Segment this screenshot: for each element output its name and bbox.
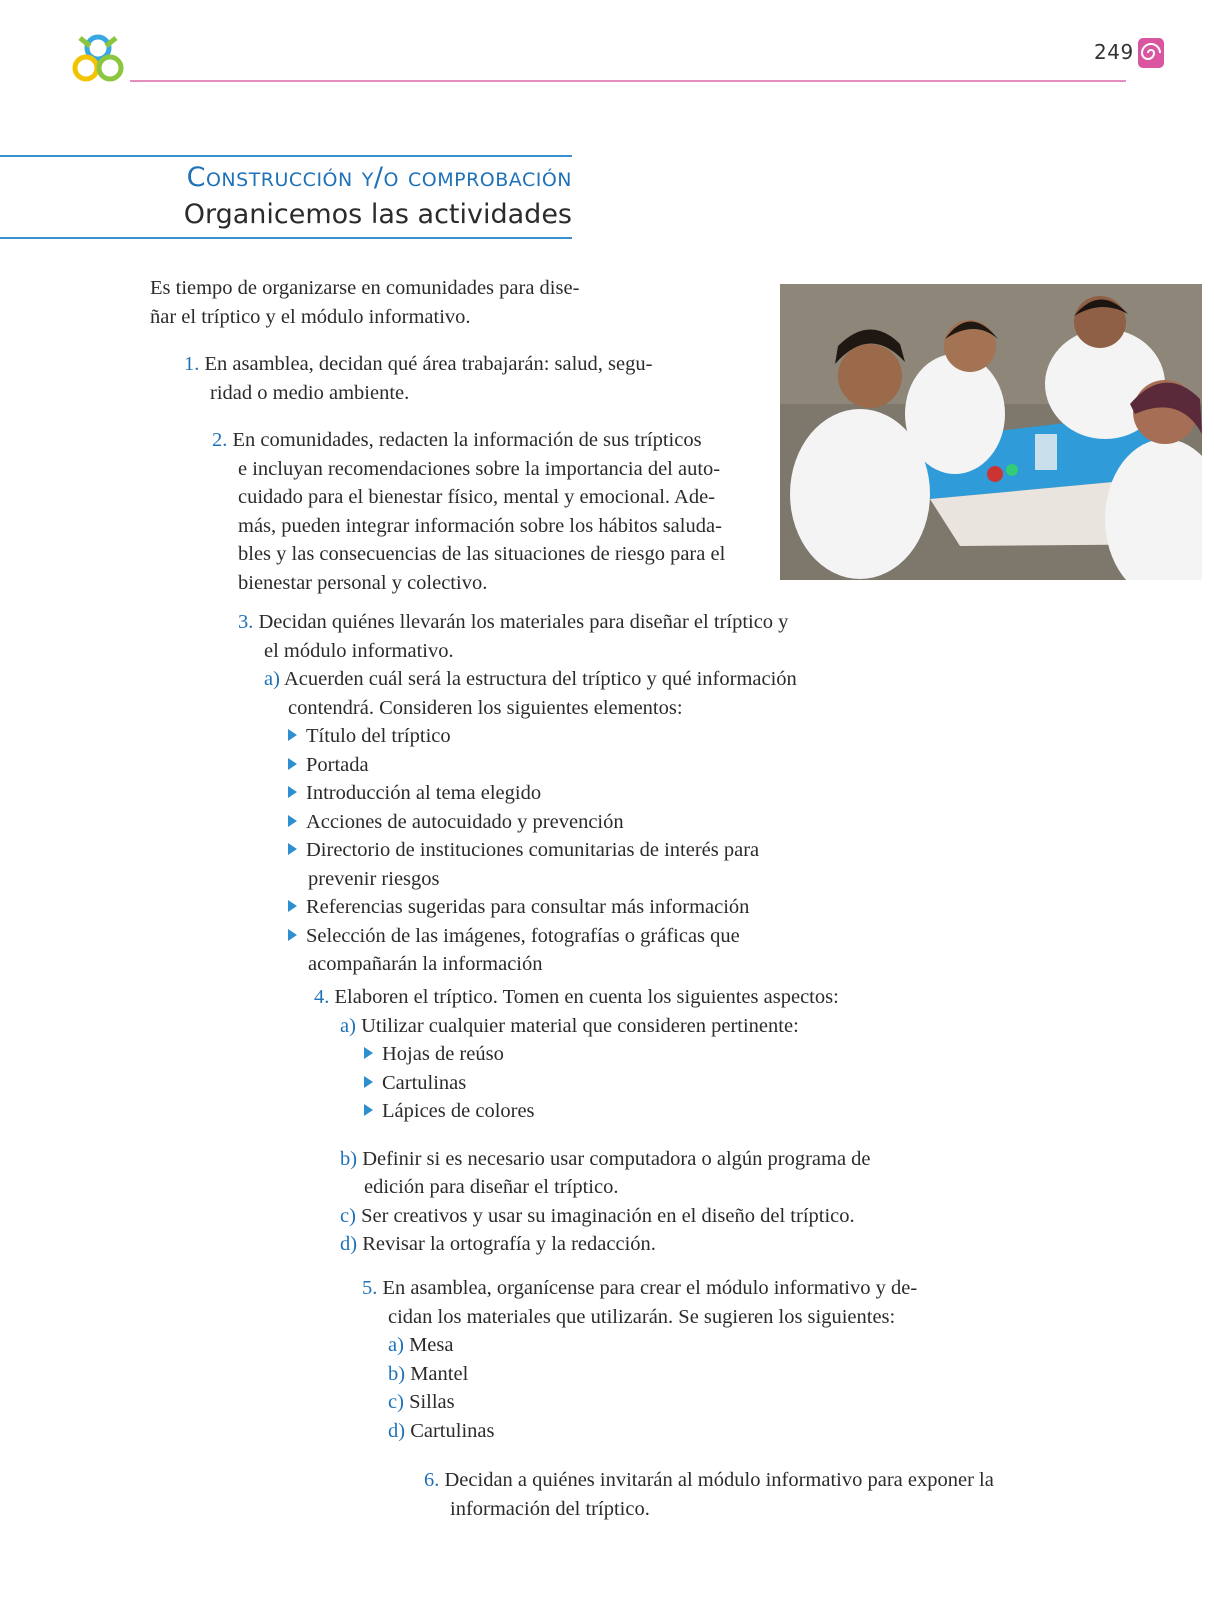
list-item-1 [184,350,652,407]
item-text: En asamblea, decidan qué área trabajarán: salud, segu- [204,353,653,375]
list-item-6 [424,1466,994,1523]
bullet-icon [364,1104,373,1116]
item-number: 4. [314,986,330,1008]
bullet-icon [288,900,297,912]
subitem-label: a) [388,1334,404,1356]
section-rule-top [0,155,572,157]
item-text: Decidan quiénes llevarán los materiales para diseñar el tríptico y [258,611,789,633]
bullet-text: prevenir riesgos [308,867,440,890]
bullet-icon [288,786,297,798]
list-item-2 [212,426,725,597]
item-text: En asamblea, organícense para crear el módulo informativo y de- [382,1277,918,1299]
subitem-label: d) [340,1233,358,1255]
bullet-icon [288,929,297,941]
item-number: 2. [212,429,228,451]
item-text: ridad o medio ambiente. [210,381,410,404]
bullet-text: Título del tríptico [306,725,451,747]
bullet-icon [288,815,297,827]
bullet-icon [288,843,297,855]
subitem-text: Definir si es necesario usar computadora o algún programa de [362,1147,871,1170]
interlinked-circles-logo [70,32,126,88]
item-number: 6. [424,1469,440,1491]
section-rule-bottom [0,237,572,239]
bullet-icon [364,1076,373,1088]
item-text: Decidan a quiénes invitarán al módulo informativo para exponer la [444,1469,994,1491]
bullet-text: Referencias sugeridas para consultar más información [306,896,750,918]
spiral-ornament-icon [1136,36,1166,70]
list-item-5 [362,1274,917,1445]
list-item-4 [314,983,871,1259]
subitem-text: Cartulinas [410,1419,495,1442]
students-working-photo [780,284,1202,580]
subitem-text: contendrá. Consideren los siguientes elementos: [288,696,683,719]
subitem-label: c) [388,1391,404,1413]
item-number: 3. [238,611,254,633]
subitem-text: Ser creativos y usar su imaginación en el diseño del tríptico. [361,1204,855,1227]
item-text: más, pueden integrar información sobre los hábitos saluda- [238,514,722,537]
subitem-text: Revisar la ortografía y la redacción. [362,1233,656,1255]
section-subtitle: Organicemos las actividades [183,199,572,230]
subitem-label: a) [340,1014,356,1037]
item-text: cidan los materiales que utilizarán. Se sugieren los siguientes: [388,1305,896,1328]
header-rule [130,80,1126,82]
subitem-label: b) [388,1362,406,1385]
bullet-text: Cartulinas [382,1071,467,1094]
bullet-icon [364,1047,373,1059]
item-number: 1. [184,353,200,375]
bullet-text: Introducción al tema elegido [306,782,542,804]
item-number: 5. [362,1277,378,1299]
bullet-icon [288,729,297,741]
bullet-text: Directorio de instituciones comunitarias de interés para [306,839,760,861]
bullet-text: Portada [306,753,369,776]
item-text: el módulo informativo. [264,639,454,662]
item-text: información del tríptico. [450,1497,650,1520]
item-text: bienestar personal y colectivo. [238,571,488,594]
bullet-text: acompañarán la información [308,953,543,975]
subitem-label: c) [340,1204,356,1227]
item-text: Elaboren el tríptico. Tomen en cuenta los siguientes aspectos: [334,986,839,1008]
bullet-text: Hojas de reúso [382,1043,504,1065]
section-title: Construcción y/o comprobación [186,162,572,193]
item-text: cuidado para el bienestar físico, mental y emocional. Ade- [238,486,716,508]
subitem-label: b) [340,1147,358,1170]
item-text: En comunidades, redacten la información de sus trípticos [232,429,702,451]
subitem-text: Acuerden cuál será la estructura del tríptico y qué información [283,668,797,690]
subitem-text: Mesa [409,1334,454,1356]
subitem-text: Mantel [410,1362,469,1385]
subitem-text: Sillas [409,1391,455,1413]
list-item-3 [238,608,797,979]
item-text: e incluyan recomendaciones sobre la importancia del auto- [238,457,721,480]
item-text: bles y las consecuencias de las situaciones de riesgo para el [238,543,726,565]
page-number: 249 [1094,40,1134,64]
subitem-text: Utilizar cualquier material que consideren pertinente: [361,1014,799,1037]
bullet-text: Selección de las imágenes, fotografías o gráficas que [306,924,740,947]
bullet-icon [288,758,297,770]
intro-paragraph [150,274,579,331]
subitem-text: edición para diseñar el tríptico. [364,1176,619,1198]
bullet-text: Acciones de autocuidado y prevención [306,810,624,833]
subitem-label: d) [388,1419,406,1442]
bullet-text: Lápices de colores [382,1100,535,1122]
intro-line: ñar el tríptico y el módulo informativo. [150,305,471,328]
subitem-label: a) [264,668,280,690]
intro-line: Es tiempo de organizarse en comunidades para dise- [150,277,580,299]
